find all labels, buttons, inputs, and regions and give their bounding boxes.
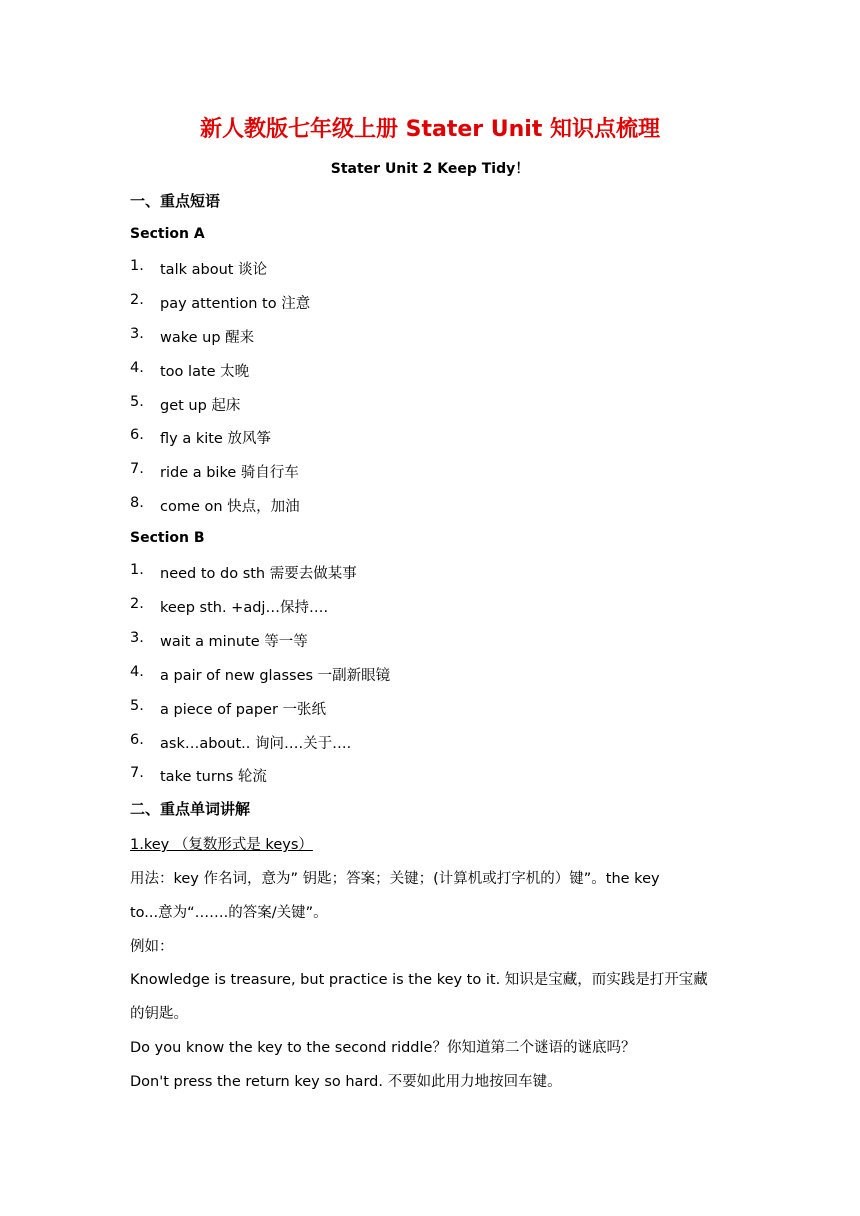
item-number: 4. (130, 664, 144, 680)
item-number: 7. (130, 765, 144, 781)
example-sentence-1: Knowledge is treasure, but practice is the key to it. 知识是宝藏，而实践是打开宝藏 (130, 972, 708, 988)
item-number: 4. (130, 360, 144, 376)
page-title: 新人教版七年级上册 Stater Unit 知识点梳理 (199, 117, 661, 142)
item-number: 6. (130, 732, 144, 748)
word-entry-title: 1.key （复数形式是 keys） (130, 837, 313, 853)
item-number: 8. (130, 495, 144, 511)
usage-text-cont: to...意为“…….的答案/关键”。 (130, 905, 328, 921)
item-number: 1. (130, 258, 144, 274)
example-sentence-2: Do you know the key to the second riddle？你知道第二个谜语的谜底吗？ (130, 1040, 636, 1056)
item-text: a piece of paper 一张纸 (160, 702, 327, 718)
item-number: 2. (130, 292, 144, 308)
usage-text: 用法：key 作名词，意为” 钥匙；答案；关键；(计算机或打字机的）键”。the key (130, 871, 660, 887)
item-number: 3. (130, 630, 144, 646)
item-text: talk about 谈论 (160, 262, 268, 278)
item-text: wake up 醒来 (160, 330, 255, 346)
example-sentence-3: Don't press the return key so hard. 不要如此用力地按回车键。 (130, 1074, 562, 1090)
example-sentence-1-cont: 的钥匙。 (130, 1006, 188, 1022)
item-number: 2. (130, 596, 144, 612)
section-b-label: Section B (130, 530, 205, 546)
item-text: fly a kite 放风筝 (160, 431, 271, 447)
item-text: get up 起床 (160, 398, 241, 414)
item-text: keep sth. +adj…保持…. (160, 600, 329, 616)
part1-heading: 一、重点短语 (130, 192, 221, 210)
page-subtitle: Stater Unit 2 Keep Tidy！ (330, 161, 530, 177)
item-number: 7. (130, 461, 144, 477)
item-text: wait a minute 等一等 (160, 634, 308, 650)
item-text: too late 太晚 (160, 364, 250, 380)
item-text: need to do sth 需要去做某事 (160, 566, 357, 582)
item-text: come on 快点，加油 (160, 499, 300, 515)
item-text: ride a bike 骑自行车 (160, 465, 299, 481)
item-number: 3. (130, 326, 144, 342)
item-text: pay attention to 注意 (160, 296, 311, 312)
example-label: 例如： (130, 939, 174, 955)
item-number: 5. (130, 394, 144, 410)
part2-heading: 二、重点单词讲解 (130, 800, 251, 818)
item-text: ask…about.. 询问….关于…. (160, 736, 352, 752)
item-number: 6. (130, 427, 144, 443)
item-number: 1. (130, 562, 144, 578)
item-number: 5. (130, 698, 144, 714)
item-text: take turns 轮流 (160, 769, 267, 785)
item-text: a pair of new glasses 一副新眼镜 (160, 668, 391, 684)
section-a-label: Section A (130, 226, 205, 242)
